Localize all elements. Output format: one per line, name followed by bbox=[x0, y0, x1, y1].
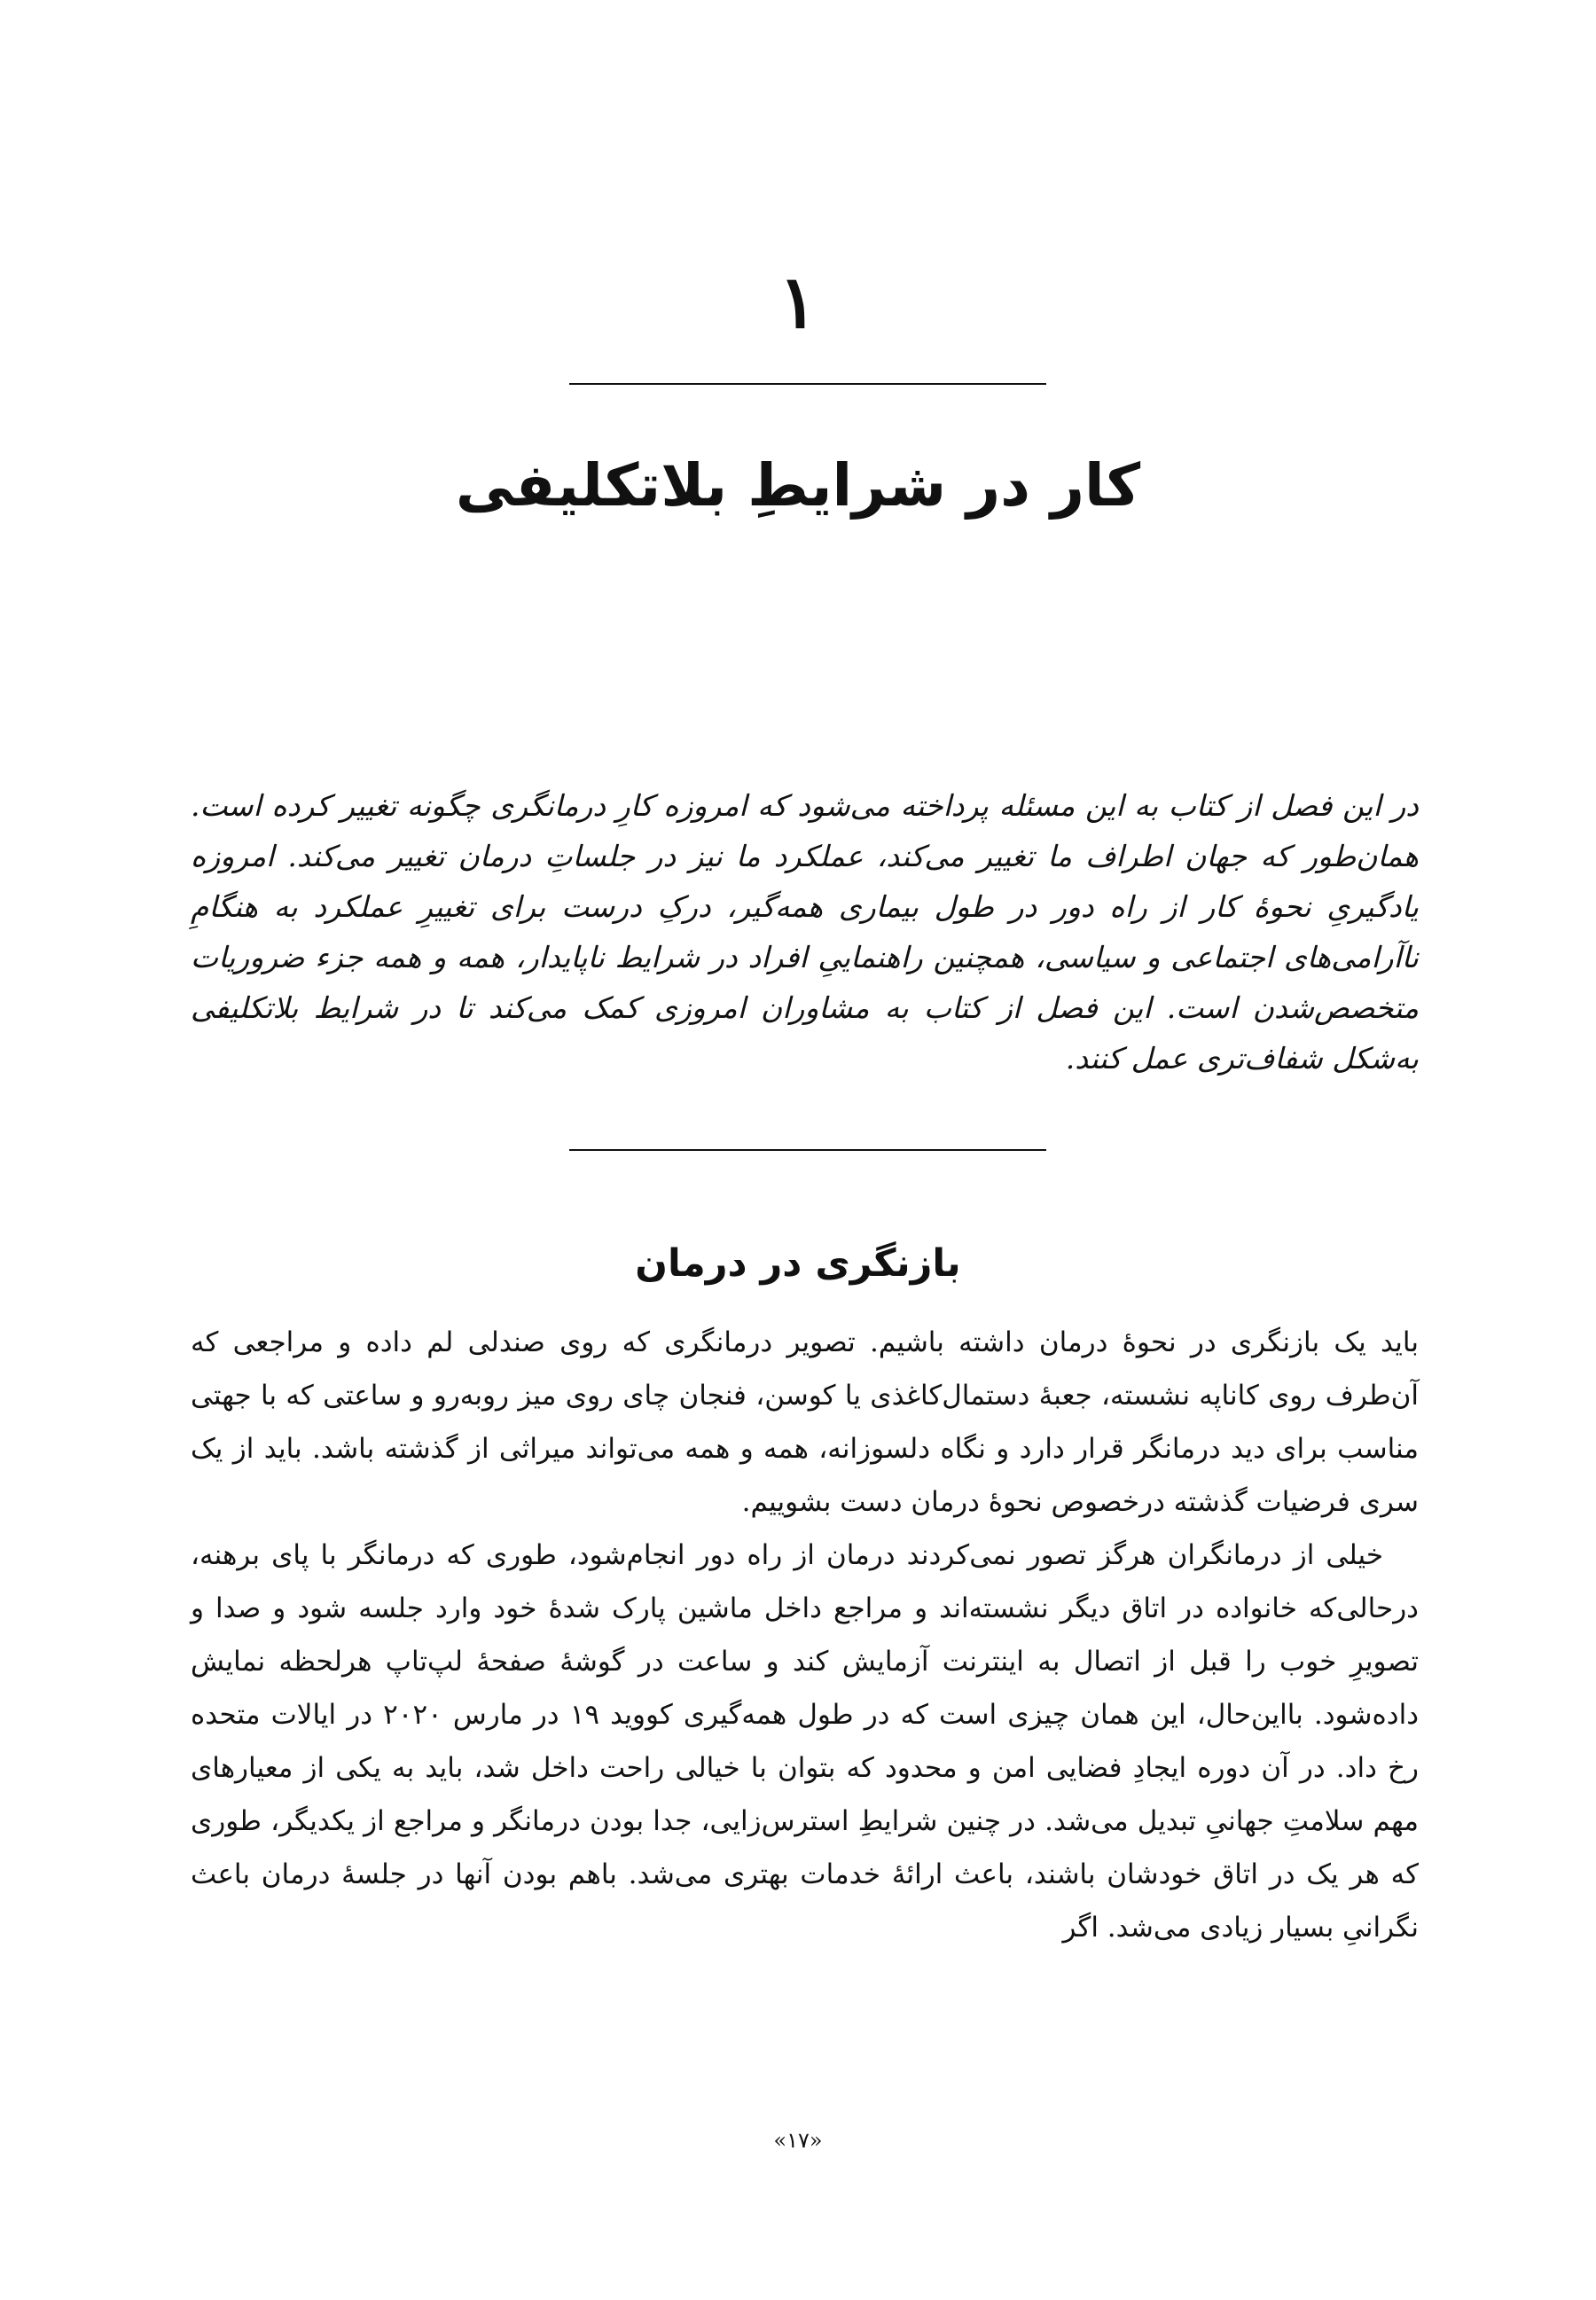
body-paragraph: باید یک بازنگری در نحوهٔ درمان داشته باشیم. تصویر درمانگری که روی صندلی لم داده و مراجعی که آن‌طرف روی کاناپه نشسته، جعبهٔ دستمال‌کاغذی یا کوسن، فنجان چای روی میز روبه‌رو و ساعتی که با جهتی مناسب برای دید درمانگر قرار دارد و نگاه دلسوزانه، همه و همه می‌تواند میراثی از گذشته باشد. باید از یک سری فرضیات گذشته درخصوص نحوهٔ درمان دست بشوییم. bbox=[191, 1326, 1419, 1518]
divider-rule-top bbox=[569, 383, 1046, 385]
section-heading: بازنگری در درمان bbox=[635, 1241, 961, 1286]
body-paragraph: خیلی از درمانگران هرگز تصور نمی‌کردند درمان از راه دور انجام‌شود، طوری که درمانگر با پای برهنه، درحالی‌که خانواده در اتاق دیگر نشسته‌اند و مراجع داخل ماشین پارک شدهٔ خود وارد جلسه شود و صدا و تصویرِ خوب را قبل از اتصال به اینترنت آزمایش کند و ساعت در گوشهٔ صفحهٔ لپ‌تاپ هرلحظه نمایش داده‌شود. بااین‌حال، این همان چیزی است که در طول همه‌گیری کووید ۱۹ در مارس ۲۰۲۰ در ایالات متحده رخ داد. در آن دوره ایجادِ فضایی امن و محدود که بتوان با خیالی راحت داخل شد، باید به یکی از معیارهای مهم سلامتِ جهانیِ تبدیل می‌شد. در چنین شرایطِ استرس‌زایی، جدا بودن درمانگر و مراجع از یکدیگر، طوری که هر یک در اتاق خودشان باشند، باعث ارائهٔ خدمات بهتری می‌شد. باهم بودن آنها در جلسهٔ درمان باعث نگرانیِ بسیار زیادی می‌شد. اگر bbox=[191, 1539, 1419, 1944]
divider-rule-middle bbox=[569, 1149, 1046, 1151]
chapter-title: کار در شرایطِ بلاتکلیفی bbox=[455, 451, 1141, 520]
page-number: «۱۷» bbox=[773, 2128, 823, 2153]
chapter-number: ۱ bbox=[778, 260, 818, 345]
section-body bbox=[191, 1316, 1419, 1954]
chapter-abstract: در این فصل از کتاب به این مسئله پرداخته می‌شود که امروزه کارِ درمانگری چگونه تغییر کرده است. همان‌طور که جهان اطراف ما تغییر می‌کند، عملکرد ما نیز در جلساتِ درمان تغییر می‌کند. امروزه یادگیریِ نحوهٔ کار از راه دور در طول بیماری همه‌گیر، درکِ درست برای تغییرِ عملکرد به هنگامِ ناآرامی‌های اجتماعی و سیاسی، همچنین راهنماییِ افراد در شرایط ناپایدار، همه و همه جزء ضروریات متخصص‌شدن است. این فصل از کتاب به مشاوران امروزی کمک می‌کند تا در شرایط بلاتکلیفی به‌شکل شفاف‌تری عمل کنند. bbox=[191, 788, 1419, 1076]
